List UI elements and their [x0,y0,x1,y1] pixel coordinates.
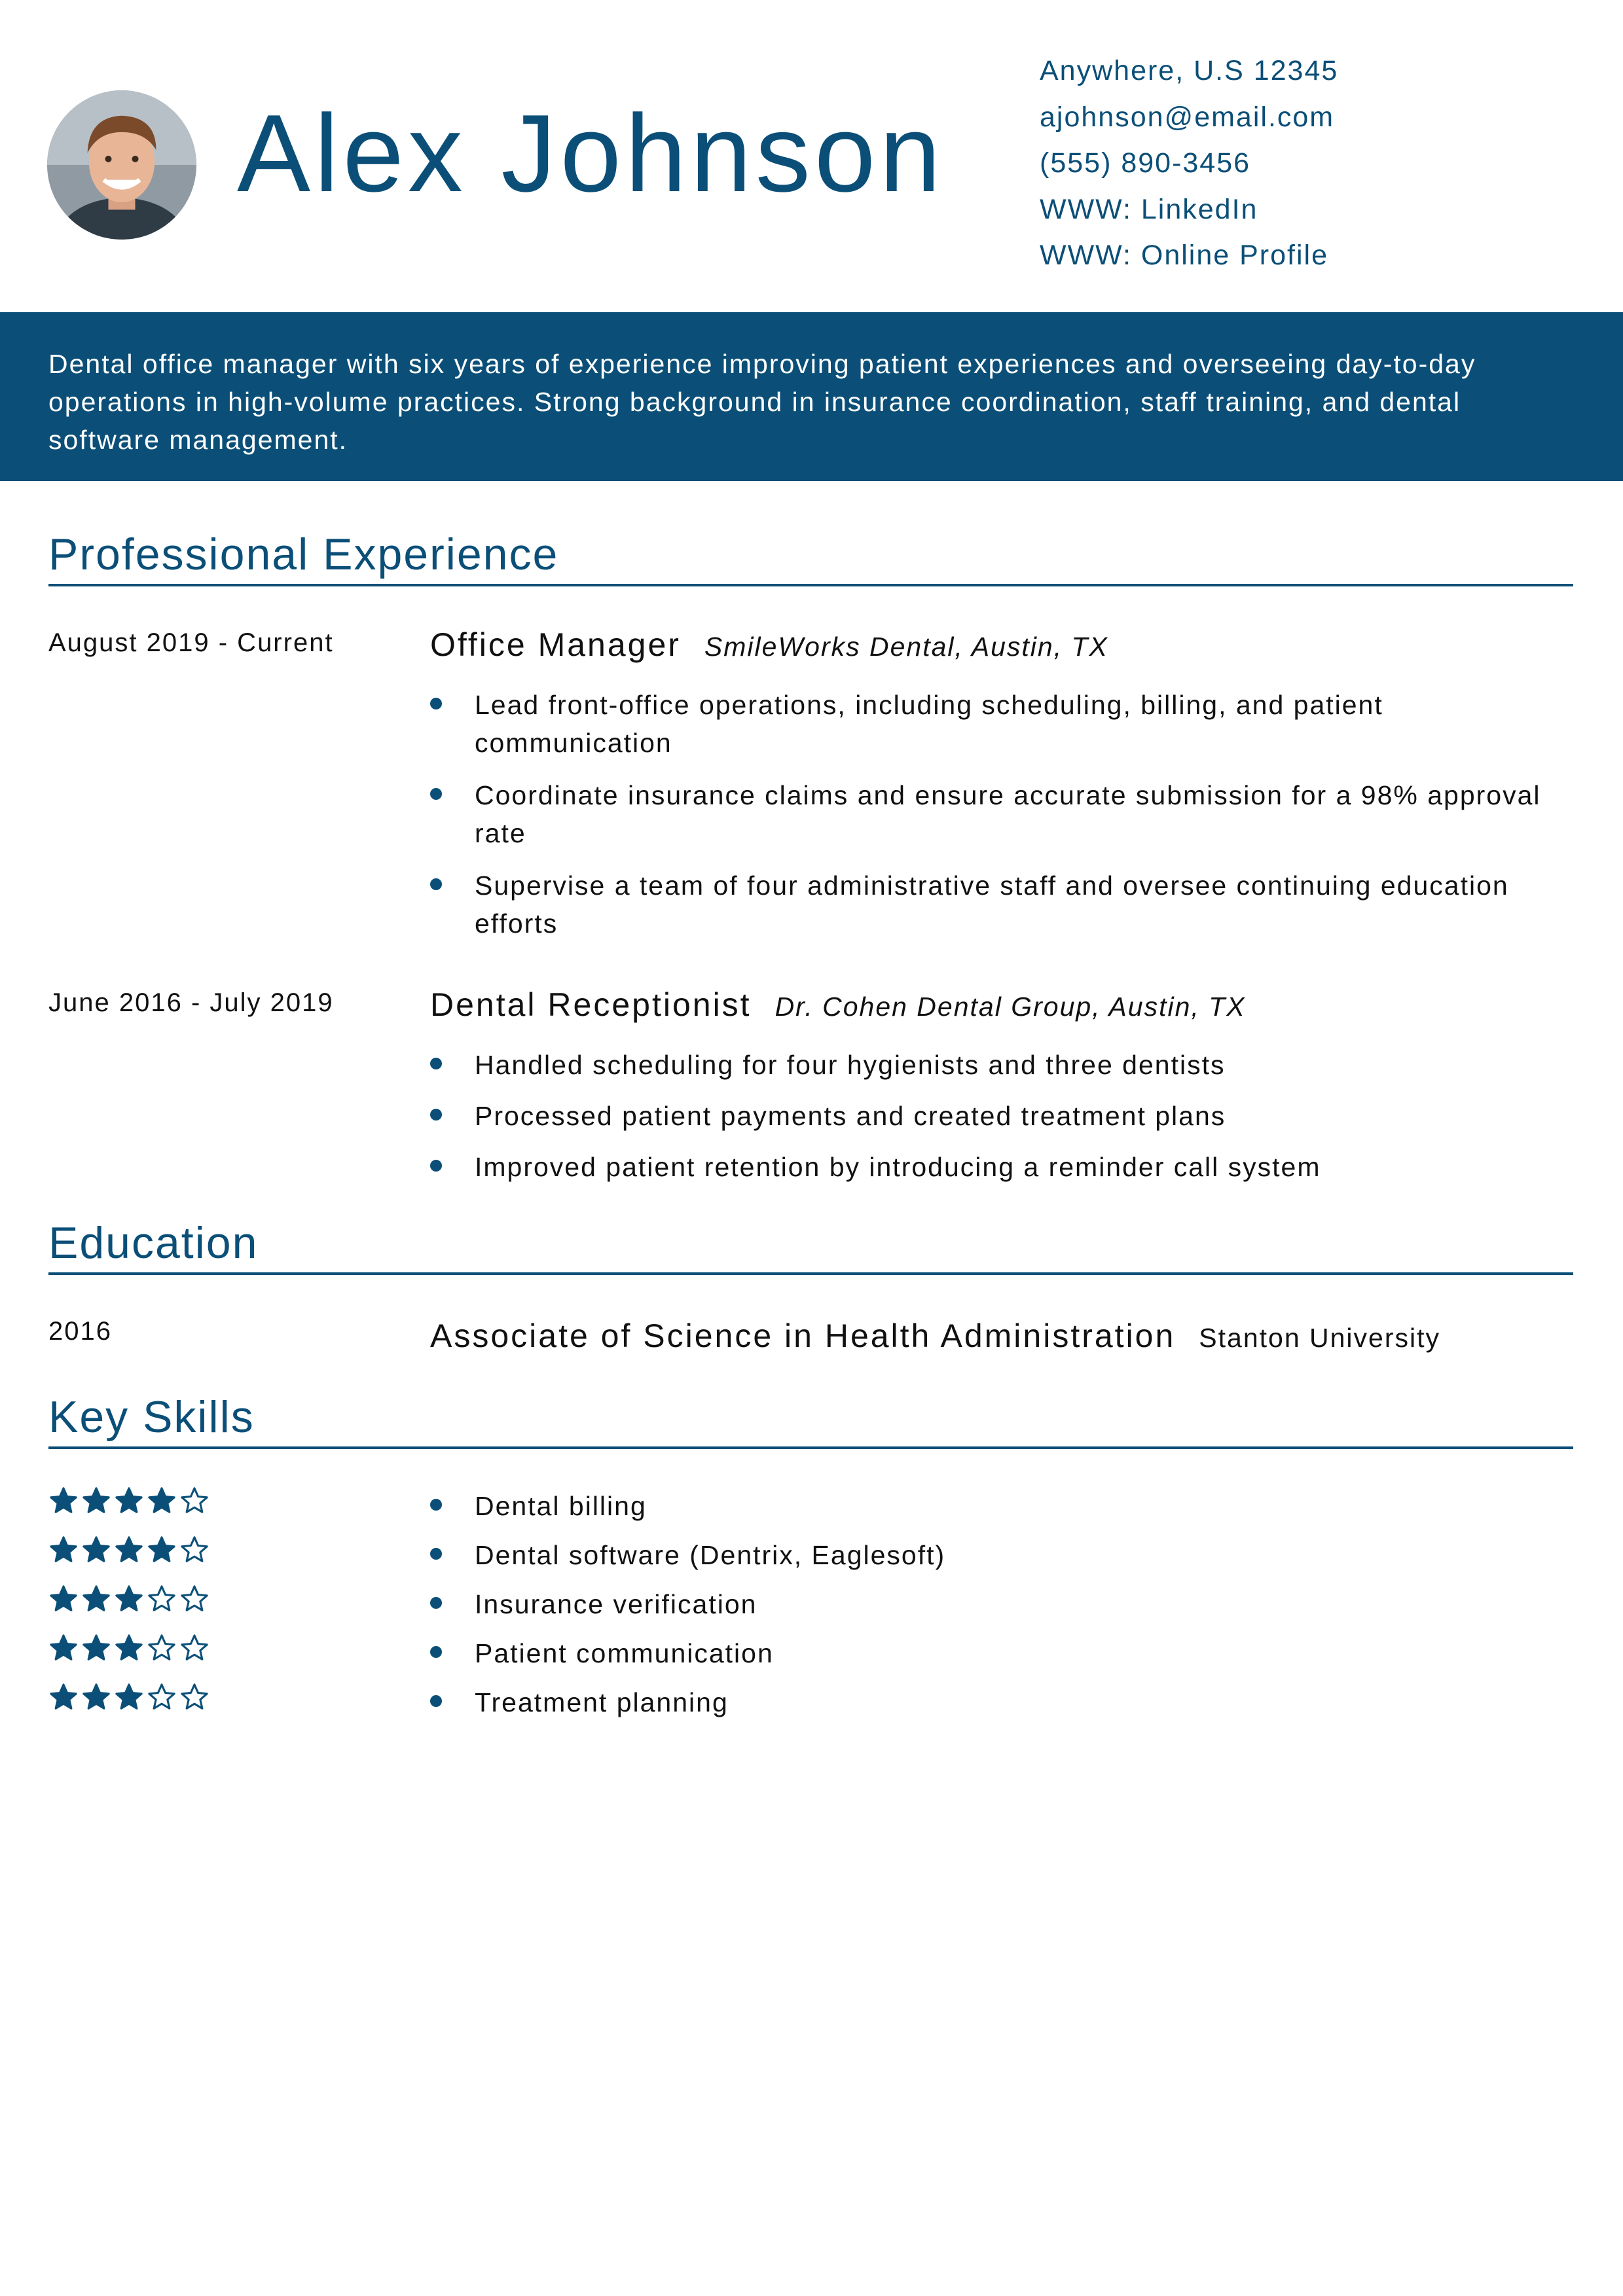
contact-address: Anywhere, U.S 12345 [1040,55,1339,86]
education-degree: Associate of Science in Health Administration [430,1318,1176,1354]
skill-name: Insurance verification [475,1589,757,1619]
list-item [430,1683,1582,1721]
star-filled-icon [48,1633,79,1663]
bullet-dot-icon [430,1109,442,1121]
list-item [430,1536,1582,1574]
summary-text: Dental office manager with six years of experience improving patient experiences and overseeing day-to-day operations in high-volume practices. Strong background in insurance coordination, staff training, and dental software management. [48,349,1476,455]
skill-rating [48,1682,212,1712]
star-filled-icon [114,1535,144,1565]
list-item [430,1585,1582,1623]
job-dates: June 2016 - July 2019 [48,988,334,1017]
contact-email[interactable]: ajohnson@email.com [1040,101,1335,133]
bullet-dot-icon [430,698,442,709]
bullet-dot-icon [430,1597,442,1609]
star-filled-icon [147,1486,177,1516]
star-outline-icon [179,1633,210,1663]
skill-rating [48,1535,212,1565]
skill-name: Treatment planning [475,1687,729,1717]
star-outline-icon [147,1682,177,1712]
job-bullets [430,686,1582,942]
star-filled-icon [81,1486,111,1516]
contact-online-profile[interactable]: WWW: Online Profile [1040,240,1328,271]
skill-rating [48,1584,212,1614]
job-title: Dental Receptionist [430,986,752,1023]
section-title-education: Education [48,1217,1573,1275]
star-filled-icon [81,1584,111,1614]
star-filled-icon [114,1633,144,1663]
skill-rating [48,1633,212,1663]
list-item [430,1487,1582,1525]
bullet-dot-icon [430,1695,442,1707]
star-outline-icon [179,1584,210,1614]
star-filled-icon [48,1486,79,1516]
skill-name: Dental software (Dentrix, Eaglesoft) [475,1540,946,1570]
job-bullets [430,1046,1582,1186]
job-title: Office Manager [430,626,681,663]
star-filled-icon [114,1682,144,1712]
star-outline-icon [147,1633,177,1663]
bullet-dot-icon [430,1058,442,1069]
job-header [430,626,1108,664]
job-organization: SmileWorks Dental, Austin, TX [704,632,1108,662]
list-item [430,1634,1582,1672]
skill-name: Dental billing [475,1491,647,1521]
bullet-dot-icon [430,1548,442,1560]
star-outline-icon [179,1682,210,1712]
star-filled-icon [114,1584,144,1614]
education-entry [430,1317,1440,1355]
bullet-dot-icon [430,1646,442,1658]
list-item: Improved patient retention by introducing a reminder call system [430,1148,1582,1186]
bullet-dot-icon [430,788,442,800]
education-year: 2016 [48,1317,112,1346]
bullet-dot-icon [430,1160,442,1172]
star-filled-icon [48,1535,79,1565]
section-title-experience: Professional Experience [48,529,1573,586]
contact-phone[interactable]: (555) 890-3456 [1040,147,1251,179]
summary-band [0,312,1623,481]
skills-list [430,1487,1582,1721]
list-item: Supervise a team of four administrative staff and oversee continuing education efforts [430,867,1582,942]
contact-linkedin[interactable]: WWW: LinkedIn [1040,193,1258,225]
bullet-dot-icon [430,1499,442,1511]
job-dates: August 2019 - Current [48,628,334,657]
list-item: Handled scheduling for four hygienists and three dentists [430,1046,1582,1084]
list-item: Lead front-office operations, including scheduling, billing, and patient communication [430,686,1582,762]
star-filled-icon [114,1486,144,1516]
star-outline-icon [147,1584,177,1614]
star-filled-icon [48,1584,79,1614]
contact-info [1040,54,1338,285]
star-filled-icon [81,1535,111,1565]
skill-rating [48,1486,212,1516]
star-filled-icon [81,1633,111,1663]
star-filled-icon [81,1682,111,1712]
bullet-dot-icon [430,878,442,890]
job-header [430,986,1246,1024]
list-item: Coordinate insurance claims and ensure accurate submission for a 98% approval rate [430,776,1582,852]
section-title-skills: Key Skills [48,1391,1573,1449]
star-filled-icon [48,1682,79,1712]
candidate-name: Alex Johnson [237,92,945,215]
person-photo-icon [47,90,196,240]
star-outline-icon [179,1486,210,1516]
education-school: Stanton University [1199,1323,1441,1353]
star-outline-icon [179,1535,210,1565]
star-filled-icon [147,1535,177,1565]
list-item: Processed patient payments and created treatment plans [430,1097,1582,1135]
job-organization: Dr. Cohen Dental Group, Austin, TX [775,992,1246,1022]
skill-name: Patient communication [475,1638,774,1668]
avatar [47,90,196,240]
